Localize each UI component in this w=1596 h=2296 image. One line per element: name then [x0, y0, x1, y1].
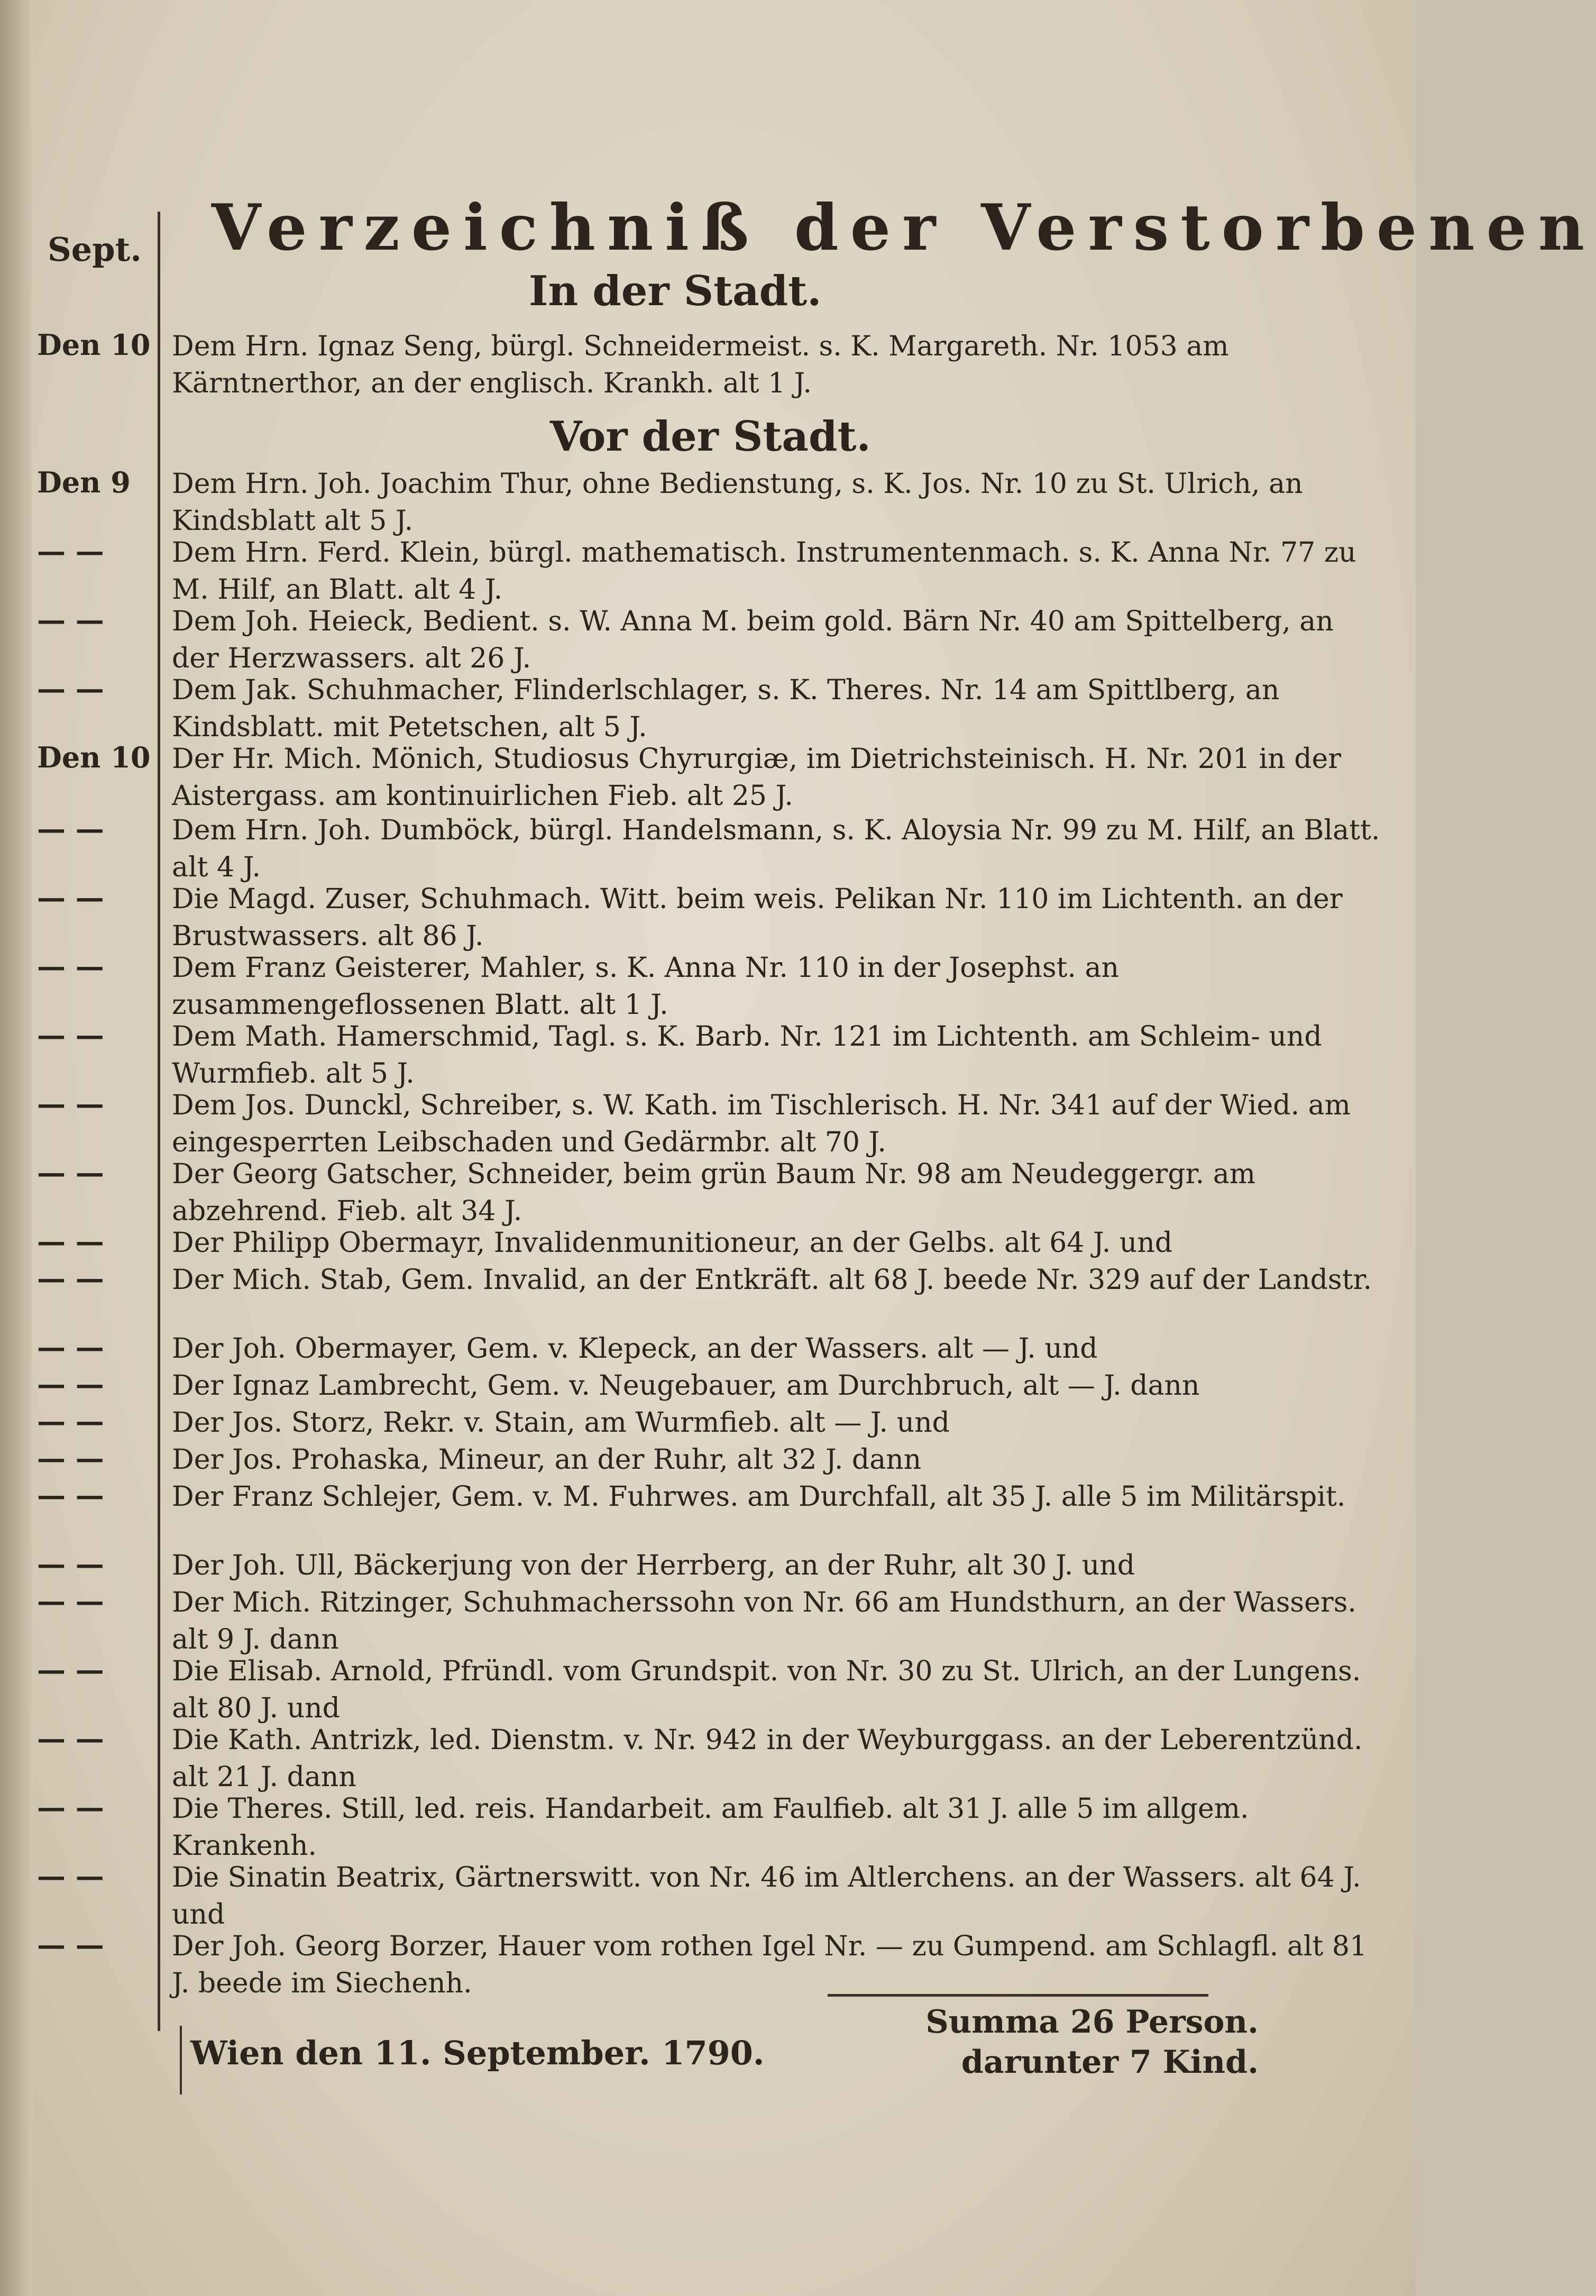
entry-text: Der Philipp Obermayr, Invalidenmunitioneur, an der Gelbs. alt 64 J. und — [172, 1227, 1173, 1259]
summa-children: darunter 7 Kind. — [961, 2044, 1259, 2081]
entry-date: Den 10 — [37, 740, 151, 774]
entry-date: Den 10 — [37, 328, 151, 362]
entry-text: Dem Joh. Heieck, Bedient. s. W. Anna M. beim gold. Bärn Nr. 40 am Spittelberg, an der Herzwassers. alt 26 J. — [172, 606, 1334, 674]
entry-text: Der Mich. Stab, Gem. Invalid, an der Entkräft. alt 68 J. beede Nr. 329 auf der Landstr. — [172, 1264, 1372, 1296]
document-title: Verzeichniß der Verstorbenen — [212, 190, 1596, 265]
entry-text: Die Magd. Zuser, Schuhmach. Witt. beim weis. Pelikan Nr. 110 im Lichtenth. an der Brustwassers. alt 86 J. — [172, 883, 1343, 952]
entry-date: — — — [37, 672, 104, 706]
entry-text: Die Kath. Antrizk, led. Dienstm. v. Nr. 942 in der Weyburggass. an der Leberentzünd. alt 21 J. dann — [172, 1724, 1363, 1793]
entry-text: Die Theres. Still, led. reis. Handarbeit. am Faulfieb. alt 31 J. alle 5 im allgem. Krankenh. — [172, 1793, 1249, 1862]
entry-date: — — — [37, 1547, 104, 1581]
entry-date: — — — [37, 1367, 104, 1401]
entry-text: Der Georg Gatscher, Schneider, beim grün Baum Nr. 98 am Neudeggergr. am abzehrend. Fieb. alt 34 J. — [172, 1158, 1256, 1227]
entry-date: — — — [37, 949, 104, 983]
section-heading-city: In der Stadt. — [529, 267, 822, 315]
entry-date: — — — [37, 534, 104, 568]
entry-date: — — — [37, 1928, 104, 1962]
entry-date: — — — [37, 1261, 104, 1295]
entry-date: — — — [37, 1790, 104, 1824]
summa-block — [899, 2002, 1259, 2082]
entry-text: Dem Hrn. Joh. Dumböck, bürgl. Handelsmann, s. K. Aloysia Nr. 99 zu M. Hilf, an Blatt. alt 4 J. — [172, 815, 1380, 883]
entry-date: — — — [37, 881, 104, 914]
entry-date: — — — [37, 1722, 104, 1755]
page-spine-shadow — [0, 0, 32, 2296]
entry-date: — — — [37, 1584, 104, 1618]
footer-dateline: Wien den 11. September. 1790. — [190, 2034, 765, 2072]
entry-date: — — — [37, 1330, 104, 1364]
entry-date: — — — [37, 1404, 104, 1438]
entry-date: — — — [37, 1478, 104, 1512]
entry-text: Dem Jak. Schuhmacher, Flinderlschlager, s. K. Theres. Nr. 14 am Spittlberg, an Kindsblatt. mit Petetschen, alt 5 J. — [172, 674, 1280, 743]
entry-date: Den 9 — [37, 465, 131, 499]
entry-text: Der Joh. Obermayer, Gem. v. Klepeck, an der Wassers. alt — J. und — [172, 1333, 1098, 1365]
entry-text: Dem Hrn. Joh. Joachim Thur, ohne Bedienstung, s. K. Jos. Nr. 10 zu St. Ulrich, an Kindsblatt alt 5 J. — [172, 468, 1303, 537]
entry-text: Dem Hrn. Ignaz Seng, bürgl. Schneidermeist. s. K. Margareth. Nr. 1053 am Kärntnerthor, an der englisch. Krankh. alt 1 J. — [172, 331, 1229, 399]
date-column-rule — [158, 212, 160, 2031]
footer-rule — [180, 2026, 182, 2094]
entry-text: Der Jos. Prohaska, Mineur, an der Ruhr, alt 32 J. dann — [172, 1444, 922, 1476]
entry-date: — — — [37, 1018, 104, 1052]
entry-text: Die Elisab. Arnold, Pfründl. vom Grundspit. von Nr. 30 zu St. Ulrich, an der Lungens. alt 80 J. und — [172, 1655, 1361, 1724]
summa-total: Summa 26 Person. — [925, 2004, 1259, 2041]
section-heading-outside: Vor der Stadt. — [550, 413, 871, 461]
entry-text: Der Joh. Ull, Bäckerjung von der Herrberg, an der Ruhr, alt 30 J. und — [172, 1550, 1135, 1581]
month-label: Sept. — [48, 230, 142, 269]
entry-text: Die Sinatin Beatrix, Gärtnerswitt. von Nr. 46 im Altlerchens. an der Wassers. alt 64 J. und — [172, 1862, 1361, 1931]
entry-date: — — — [37, 1156, 104, 1190]
entry-text: Der Joh. Georg Borzer, Hauer vom rothen Igel Nr. — zu Gumpend. am Schlagfl. alt 81 J. beede im Siechenh. — [172, 1931, 1368, 1999]
entry-date: — — — [37, 1653, 104, 1687]
entry-text: Dem Jos. Dunckl, Schreiber, s. W. Kath. im Tischlerisch. H. Nr. 341 auf der Wied. am eingesperrten Leibschaden und Gedärmbr. alt 70 J. — [172, 1090, 1351, 1158]
entry-text: Dem Franz Geisterer, Mahler, s. K. Anna Nr. 110 in der Josephst. an zusammengeflossenen Blatt. alt 1 J. — [172, 952, 1119, 1021]
entry-text: Der Hr. Mich. Mönich, Studiosus Chyrurgiæ, im Dietrichsteinisch. H. Nr. 201 in der Aistergass. am kontinuirlichen Fieb. alt 25 J. — [172, 743, 1342, 812]
entry-text: Dem Hrn. Ferd. Klein, bürgl. mathematisch. Instrumentenmach. s. K. Anna Nr. 77 zu M. Hilf, an Blatt. alt 4 J. — [172, 537, 1356, 606]
entry-text: Der Ignaz Lambrecht, Gem. v. Neugebauer, am Durchbruch, alt — J. dann — [172, 1370, 1200, 1402]
entry-date: — — — [37, 1087, 104, 1121]
entry-text: Dem Math. Hamerschmid, Tagl. s. K. Barb. Nr. 121 im Lichtenth. am Schleim- und Wurmfieb. alt 5 J. — [172, 1021, 1322, 1090]
entry-date: — — — [37, 603, 104, 637]
entry-text: Der Mich. Ritzinger, Schuhmacherssohn von Nr. 66 am Hundsthurn, an der Wassers. alt 9 J. dann — [172, 1587, 1356, 1655]
summa-rule — [828, 1994, 1208, 1997]
entry-date: — — — [37, 1441, 104, 1475]
entry-date: — — — [37, 1224, 104, 1258]
entry-date: — — — [37, 1859, 104, 1893]
entry-text: Der Jos. Storz, Rekr. v. Stain, am Wurmfieb. alt — J. und — [172, 1407, 950, 1439]
entry-text: Der Franz Schlejer, Gem. v. M. Fuhrwes. am Durchfall, alt 35 J. alle 5 im Militärspit. — [172, 1481, 1346, 1513]
entry-date: — — — [37, 812, 104, 846]
